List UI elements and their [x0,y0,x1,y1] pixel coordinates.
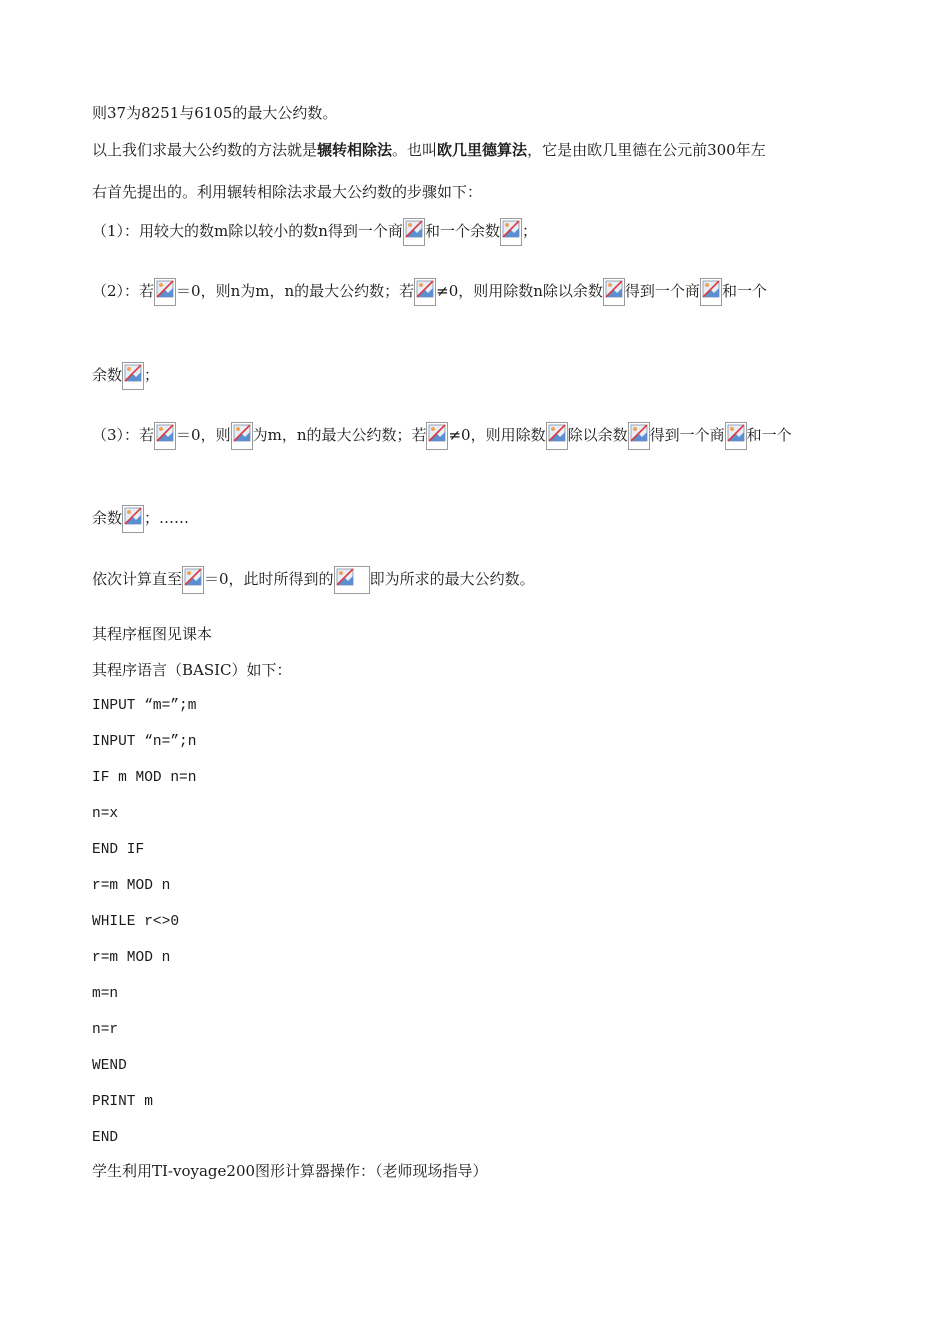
code-line: INPUT “n=”;n [92,734,197,750]
formula-image-icon [154,278,176,306]
code-line: END IF [92,842,145,858]
code-line: r=m MOD n [92,878,171,894]
flowchart-note: 其程序框图见课本 [92,625,213,643]
formula-image-icon [628,422,650,450]
term-euclidean-division: 辗转相除法 [317,141,393,159]
formula-image-icon [414,278,436,306]
formula-image-icon [122,362,144,390]
formula-image-icon [603,278,625,306]
formula-image-icon [725,422,747,450]
step-3-continued: 余数 ；…… [92,505,189,533]
code-line: IF m MOD n=n [92,770,197,786]
code-line: r=m MOD n [92,950,171,966]
step-2-continued: 余数 ； [92,362,159,390]
step-final: 依次计算直至 ＝0，此时所得到的 即为所求的最大公约数。 [92,566,535,594]
code-line: n=x [92,806,119,822]
calculator-note: 学生利用TI-voyage200图形计算器操作：（老师现场指导） [92,1162,488,1180]
line-method-name: 以上我们求最大公约数的方法就是辗转相除法。也叫欧几里德算法，它是由欧几里德在公元前300年左 [92,141,766,159]
formula-image-icon [182,566,204,594]
code-line: WHILE r<>0 [92,914,180,930]
formula-image-icon [403,218,425,246]
formula-image-icon [231,422,253,450]
formula-image-icon [500,218,522,246]
code-line: INPUT “m=”;m [92,698,197,714]
term-euclid-algorithm: 欧几里德算法 [437,141,528,159]
code-line: WEND [92,1058,127,1074]
step-1: （1）：用较大的数m除以较小的数n得到一个商 和一个余数 ； [92,218,537,246]
formula-image-icon [122,505,144,533]
formula-image-icon [426,422,448,450]
step-2: （2）：若 ＝0，则n为m，n的最大公约数；若 ≠0，则用除数n除以余数 得到一个商 和一个 [92,278,767,306]
code-line: END [92,1130,119,1146]
line-conclusion: 则37为8251与6105的最大公约数。 [92,104,338,122]
step-3: （3）：若 ＝0，则 为m，n的最大公约数；若 ≠0，则用除数 除以余数 得到一个商 和一个 [92,422,792,450]
code-line: n=r [92,1022,119,1038]
program-intro: 其程序语言（BASIC）如下： [92,661,292,679]
formula-image-icon [334,566,370,594]
line-steps-intro: 右首先提出的。利用辗转相除法求最大公约数的步骤如下： [92,183,483,201]
code-line: PRINT m [92,1094,153,1110]
formula-image-icon [154,422,176,450]
formula-image-icon [546,422,568,450]
formula-image-icon [700,278,722,306]
code-line: m=n [92,986,119,1002]
